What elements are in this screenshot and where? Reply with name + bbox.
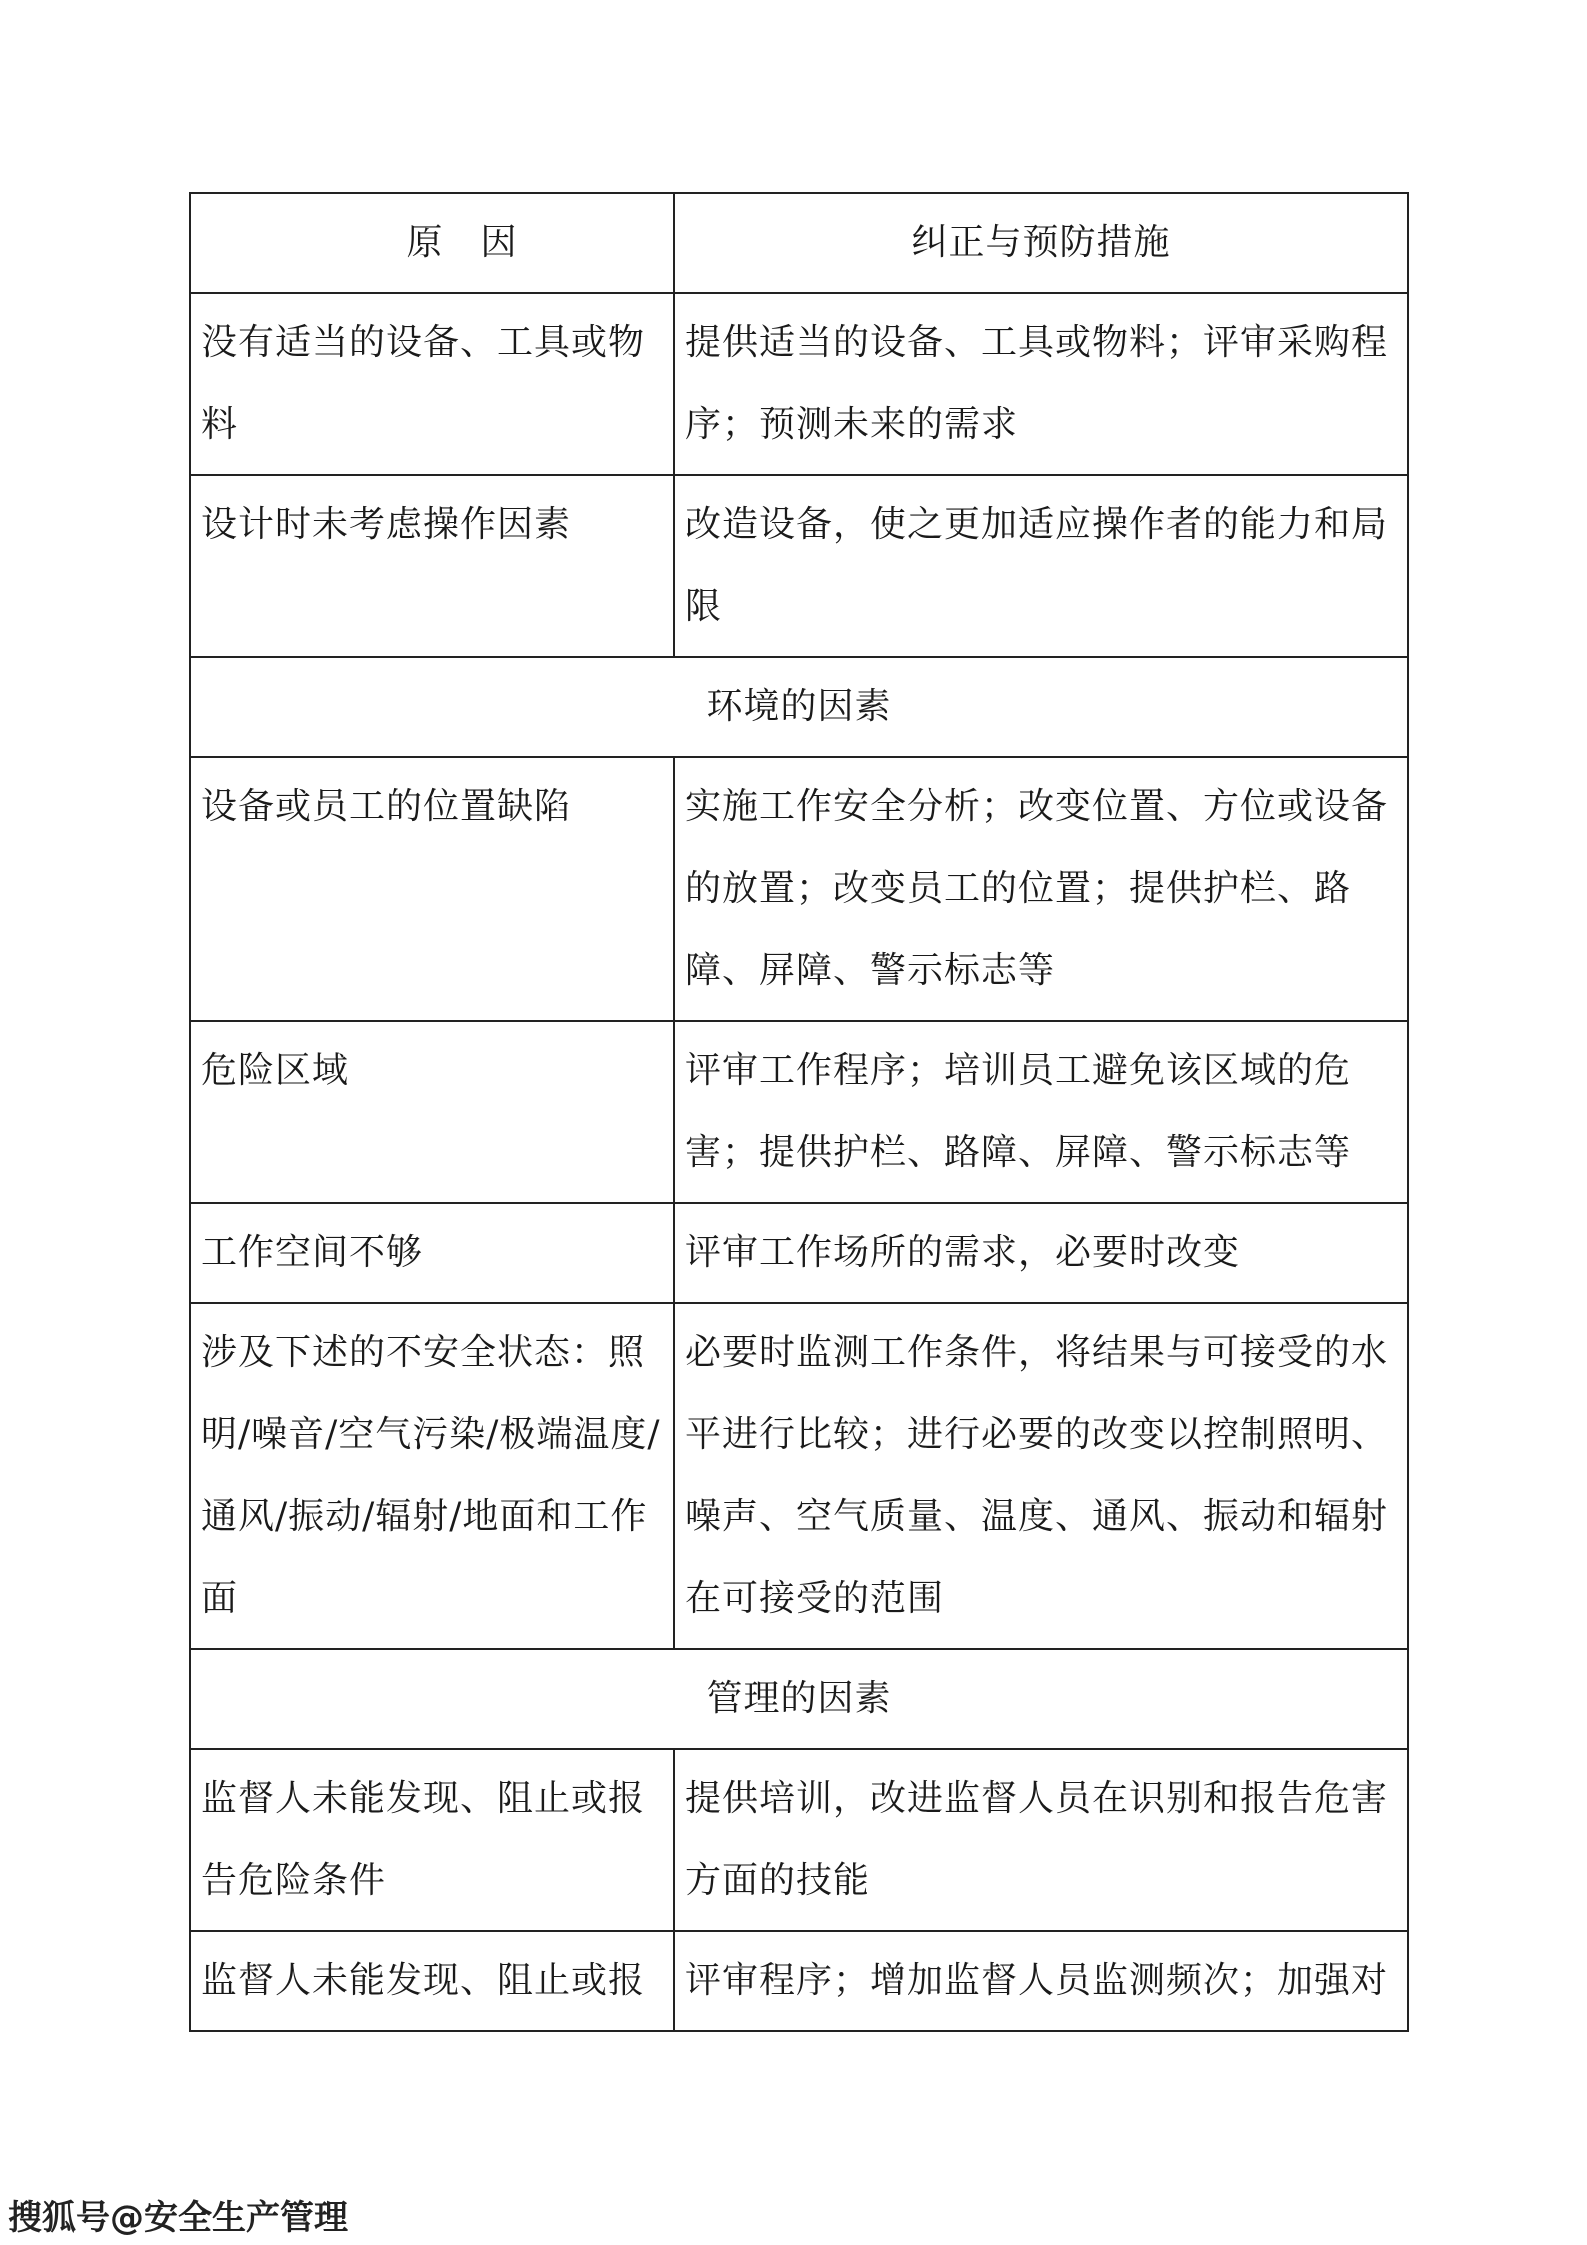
table-row xyxy=(190,475,1408,657)
cause-cell: 工作空间不够 xyxy=(190,1203,674,1303)
table-row xyxy=(190,757,1408,1021)
measure-cell: 评审工作程序；培训员工避免该区域的危害；提供护栏、路障、屏障、警示标志等 xyxy=(674,1021,1408,1203)
section-row xyxy=(190,657,1408,757)
measure-cell: 评审程序；增加监督人员监测频次；加强对 xyxy=(674,1931,1408,2031)
cause-cell: 设计时未考虑操作因素 xyxy=(190,475,674,657)
measure-cell: 评审工作场所的需求，必要时改变 xyxy=(674,1203,1408,1303)
table-row xyxy=(190,1931,1408,2031)
cause-cell: 危险区域 xyxy=(190,1021,674,1203)
cause-cell: 设备或员工的位置缺陷 xyxy=(190,757,674,1021)
table-row xyxy=(190,1749,1408,1931)
table-row xyxy=(190,293,1408,475)
measure-cell: 改造设备，使之更加适应操作者的能力和局限 xyxy=(674,475,1408,657)
header-cause: 原 因 xyxy=(190,193,674,293)
section-row xyxy=(190,1649,1408,1749)
cause-cell: 没有适当的设备、工具或物料 xyxy=(190,293,674,475)
measure-cell: 提供培训，改进监督人员在识别和报告危害方面的技能 xyxy=(674,1749,1408,1931)
table-header-row xyxy=(190,193,1408,293)
source-watermark: 搜狐号@安全生产管理 xyxy=(8,2198,348,2238)
measure-cell: 必要时监测工作条件，将结果与可接受的水平进行比较；进行必要的改变以控制照明、噪声、空气质量、温度、通风、振动和辐射在可接受的范围 xyxy=(674,1303,1408,1649)
cause-cell: 监督人未能发现、阻止或报告危险条件 xyxy=(190,1749,674,1931)
cause-cell: 涉及下述的不安全状态：照明/噪音/空气污染/极端温度/通风/振动/辐射/地面和工作面 xyxy=(190,1303,674,1649)
table-row xyxy=(190,1203,1408,1303)
section-title-environment: 环境的因素 xyxy=(190,657,1408,757)
section-title-management: 管理的因素 xyxy=(190,1649,1408,1749)
table-row xyxy=(190,1021,1408,1203)
measure-cell: 提供适当的设备、工具或物料；评审采购程序；预测未来的需求 xyxy=(674,293,1408,475)
causes-measures-table xyxy=(189,192,1409,2032)
table-row xyxy=(190,1303,1408,1649)
header-measures: 纠正与预防措施 xyxy=(674,193,1408,293)
cause-cell: 监督人未能发现、阻止或报 xyxy=(190,1931,674,2031)
measure-cell: 实施工作安全分析；改变位置、方位或设备的放置；改变员工的位置；提供护栏、路障、屏障、警示标志等 xyxy=(674,757,1408,1021)
